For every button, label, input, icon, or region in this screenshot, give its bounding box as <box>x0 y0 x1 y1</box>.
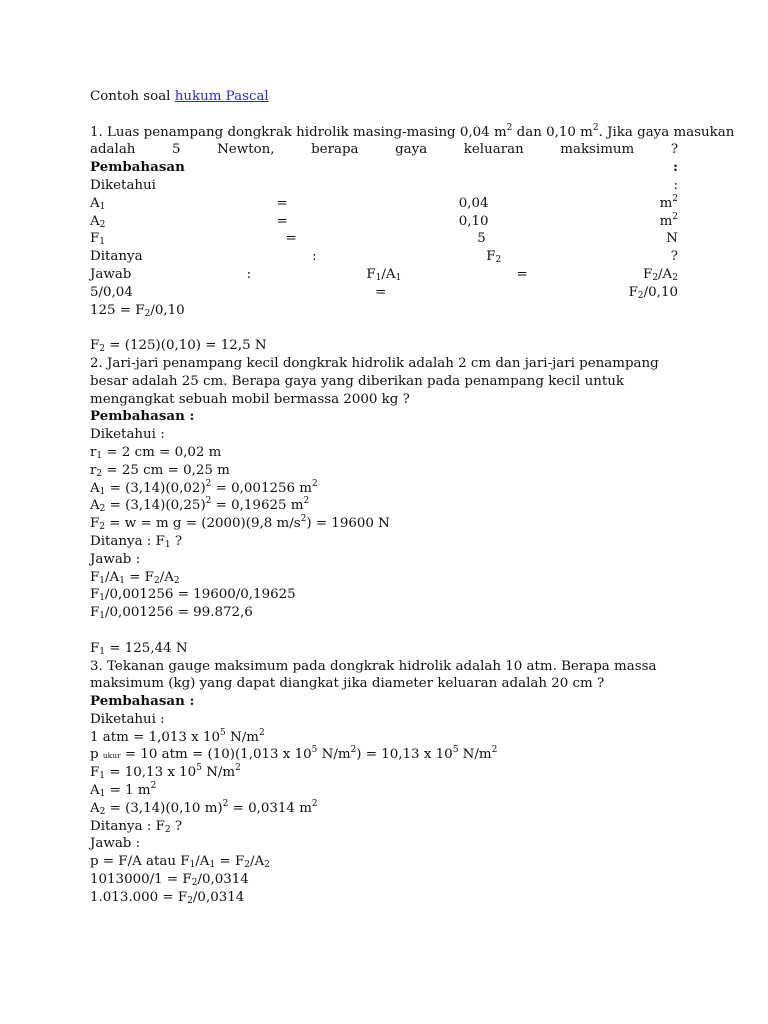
q1-given-a2: $A_2$ = 0,10 $m^2$ <box>90 211 678 230</box>
q3-ditanya: Ditanya : $F_2$ ? <box>90 818 183 835</box>
q1-given-a1: $A_1$ = 0,04 $m^2$ <box>90 193 678 212</box>
header-title: Contoh soal <box>90 89 171 104</box>
q3-equation-2: $1013000/1 = F_2/0,0314$ <box>90 872 249 889</box>
q2-diketahui: Diketahui : <box>90 427 165 443</box>
q3-given-a1: $A_1 = 1$ $m^2$ <box>90 781 157 800</box>
q3-given-a2: $A_2 = (3,14)(0,10$ m)$^2$ = 0,0314 $m^2$ <box>90 798 318 817</box>
q3-given-f1: $F_1 = 10,13$ x $10^5$ $N/m^2$ <box>90 763 241 782</box>
q2-ditanya: Ditanya : $F_1$ ? <box>90 533 183 550</box>
q2-given-r2: $r_2 = 25$ cm = 0,25 m <box>90 462 230 479</box>
q2-given-a2: $A_2 = (3,14)(0,25)^2 = 0,19625$ $m^2$ <box>90 496 310 515</box>
q1-given-f1: $F_1$ = 5 N <box>90 231 678 248</box>
q1-equation-1: 5/0,04 = $F_2/0,10$ <box>90 284 678 301</box>
q2-pembahasan-heading: Pembahasan : <box>90 408 195 425</box>
q1-result: $F_2 = (125)(0,10) = 12,5$ N <box>90 338 267 355</box>
q1-jawab: Jawab : $F_1/A_1$ = $F_2/A_2$ <box>90 266 678 283</box>
q3-equation-3: $1.013.000 = F_2/0,0314$ <box>90 889 245 906</box>
q1-question-line-2: adalah 5 Newton, berapa gaya keluaran maksimum ? <box>90 142 678 158</box>
q3-question-text: 3. Tekanan gauge maksimum pada dongkrak hidrolik adalah 10 atm. Berapa massa maksimum (kg) yang dapat diangkat jika diameter keluaran adalah 20 cm ? <box>90 658 657 692</box>
q1-ditanya: Ditanya : $F_2$ ? <box>90 249 678 266</box>
q1-diketahui: Diketahui : <box>90 177 678 193</box>
q2-given-a1: $A_1 = (3,14)(0,02)^2 = 0,001256$ $m^2$ <box>90 478 318 497</box>
q1-equation-2: $125 = F_2/0,10$ <box>90 302 185 319</box>
q2-result: $F_1 = 125,44$ N <box>90 640 188 657</box>
hukum-pascal-link[interactable]: hukum Pascal <box>174 89 269 104</box>
q2-jawab: Jawab : <box>90 551 141 567</box>
q3-diketahui: Diketahui : <box>90 711 165 727</box>
q2-equation-1: $F_1/A_1 = F_2/A_2$ <box>90 569 180 586</box>
q2-given-r1: $r_1 = 2$ cm = 0,02 m <box>90 444 222 461</box>
q3-equation-1: p = F/A atau $F_1/A_1 = F_2/A_2$ <box>90 854 270 871</box>
q2-question-text: 2. Jari-jari penampang kecil dongkrak hidrolik adalah 2 cm dan jari-jari penampang besar adalah 25 cm. Berapa gaya yang diberikan pada penampang kecil untuk mengangkat sebuah mobil bermassa 2000 kg ? <box>90 355 659 407</box>
q1-question-line: 1. Luas penampang dongkrak hidrolik masing-masing 0,04 $m^2$ dan 0,10 $m^2$. Jika gaya masukan <box>90 122 735 140</box>
q1-pembahasan-heading: Pembahasan : <box>90 159 678 176</box>
q2-equation-3: $F_1/0,001256 = 99.872,6$ <box>90 605 253 622</box>
document-header <box>90 88 678 106</box>
q2-given-f2: $F_2 = w = m$ g = (2000)(9,8 $m/s^2) = 19600$ N <box>90 514 390 533</box>
q2-equation-2: $F_1/0,001256 = 19600/0,19625$ <box>90 587 296 604</box>
q3-given-p-ukur: p ukur = 10 atm = (10)(1,013 x $10^5$ $N/m^2) = 10,13$ x $10^5$ $N/m^2$ <box>90 745 498 763</box>
q3-pembahasan-heading: Pembahasan : <box>90 693 195 710</box>
q3-given-atm: 1 atm = 1,013 x $10^5$ $N/m^2$ <box>90 727 265 745</box>
q3-jawab: Jawab : <box>90 836 141 852</box>
document-page <box>90 88 735 907</box>
